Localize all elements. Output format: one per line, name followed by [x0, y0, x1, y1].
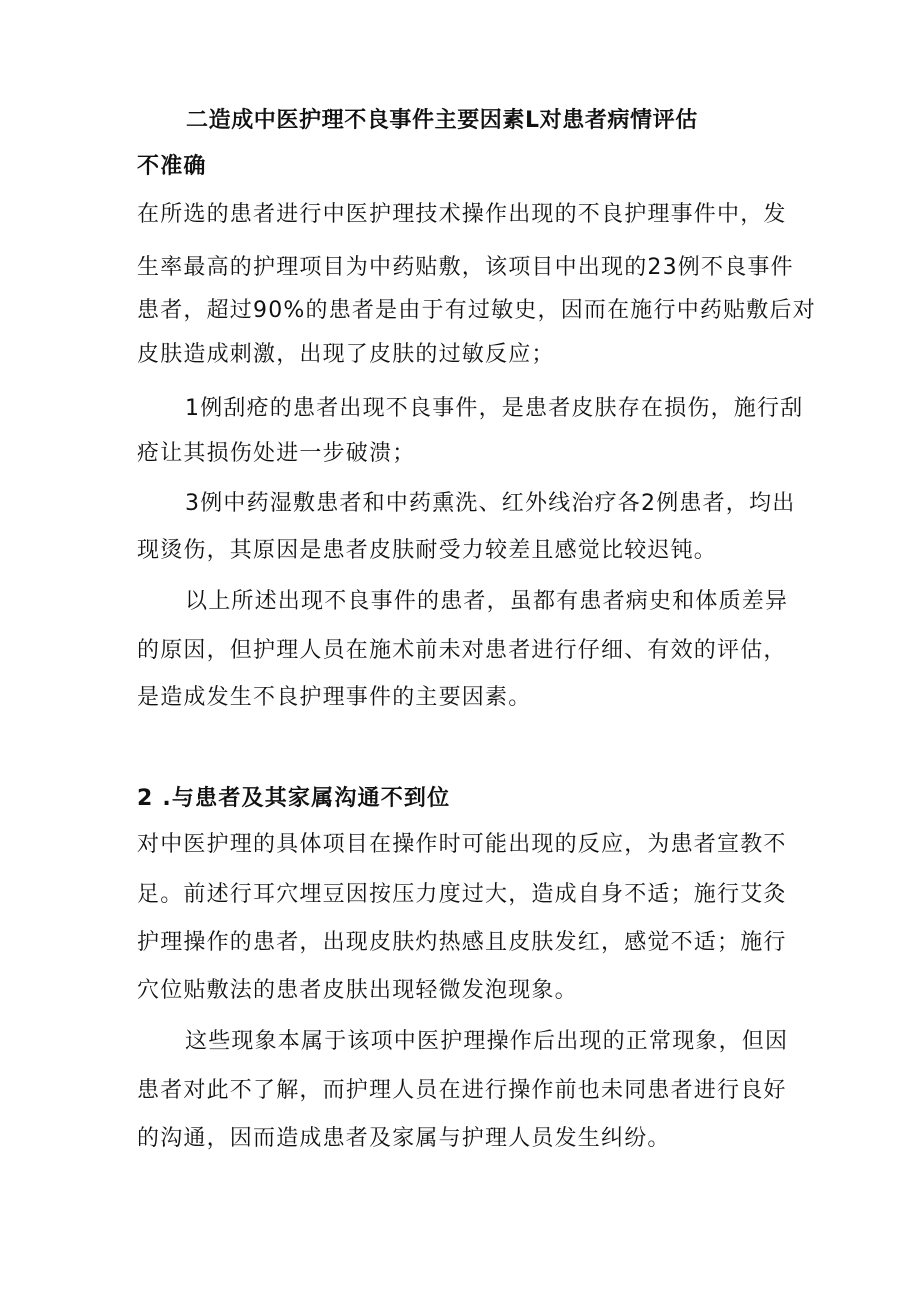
paragraph-line: 对中医护理的具体项目在操作时可能出现的反应，为患者宣教不	[137, 832, 787, 857]
paragraph-line: 生率最高的护理项目为中药贴敷，该项目中出现的23例不良事件	[137, 255, 794, 280]
paragraph-line: 1例刮疮的患者出现不良事件，是患者皮肤存在损伤，施行刮	[185, 396, 804, 421]
paragraph-line: 以上所述出现不良事件的患者，虽都有患者病史和体质差异	[185, 589, 789, 614]
paragraph-line: 皮肤造成刺激，出现了皮肤的过敏反应；	[137, 342, 555, 367]
paragraph-line: 足。前述行耳穴埋豆因按压力度过大，造成自身不适；施行艾灸	[137, 882, 787, 907]
paragraph-line: 3例中药湿敷患者和中药熏洗、红外线治疗各2例患者，均出	[185, 491, 796, 516]
paragraph-line: 穴位贴敷法的患者皮肤出现轻微发泡现象。	[137, 978, 578, 1003]
paragraph-line: 现烫伤，其原因是患者皮肤耐受力较差且感觉比较迟钝。	[137, 538, 718, 563]
paragraph-line: 是造成发生不良护理事件的主要因素。	[137, 685, 532, 710]
paragraph-line: 的沟通，因而造成患者及家属与护理人员发生纠纷。	[137, 1126, 671, 1151]
section-1-heading-line-1: 二造成中医护理不良事件主要因素L对患者病情评估	[186, 108, 698, 133]
paragraph-line: 在所选的患者进行中医护理技术操作出现的不良护理事件中，发	[137, 202, 787, 227]
paragraph-line: 疮让其损伤处进一步破溃；	[137, 441, 416, 466]
section-2-heading: 2 .与患者及其家属沟通不到位	[137, 786, 451, 811]
paragraph-line: 护理操作的患者，出现皮肤灼热感且皮肤发红，感觉不适；施行	[137, 930, 787, 955]
section-1-heading-line-2: 不准确	[137, 154, 207, 179]
paragraph-line: 的原因，但护理人员在施术前未对患者进行仔细、有效的评估，	[137, 638, 787, 663]
paragraph-line: 患者对此不了解，而护理人员在进行操作前也未同患者进行良好	[137, 1078, 787, 1103]
paragraph-line: 患者，超过90%的患者是由于有过敏史，因而在施行中药贴敷后对	[137, 298, 816, 323]
paragraph-line: 这些现象本属于该项中医护理操作后出现的正常现象，但因	[185, 1029, 789, 1054]
